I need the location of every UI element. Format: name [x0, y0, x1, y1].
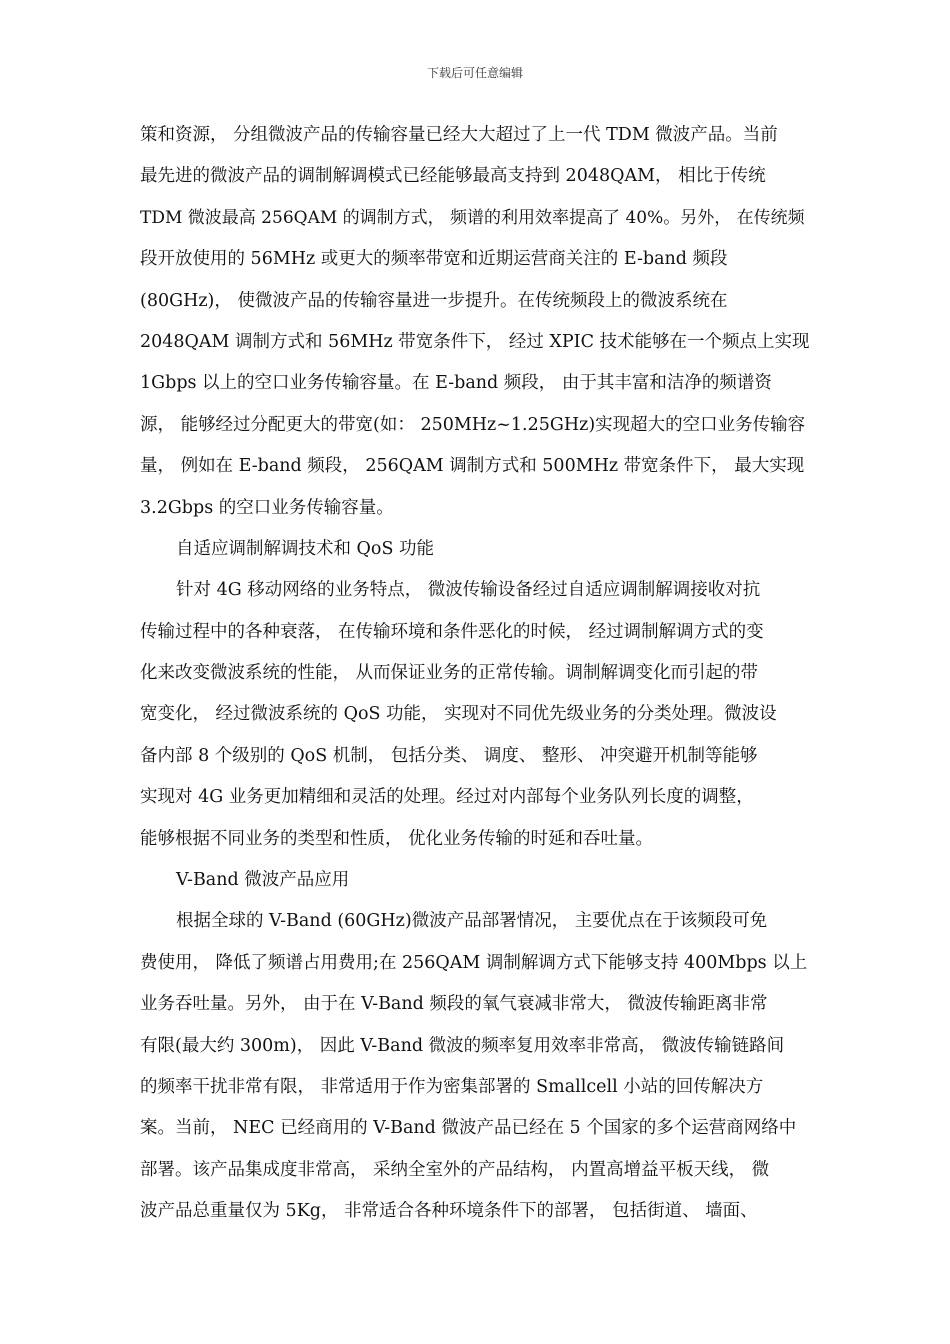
text-line: 传输过程中的各种衰落， 在传输环境和条件恶化的时候， 经过调制解调方式的变 [140, 621, 764, 642]
text-line: 宽变化， 经过微波系统的 QoS 功能， 实现对不同优先级业务的分类处理。微波设 [140, 704, 777, 725]
text-line: 波产品总重量仅为 5Kg， 非常适合各种环境条件下的部署， 包括街道、 墙面、 [140, 1201, 758, 1222]
text-line: 有限(最大约 300m)， 因此 V-Band 微波的频率复用效率非常高， 微波传输链路间 [140, 1035, 785, 1056]
text-line: 业务吞吐量。另外， 由于在 V-Band 频段的氧气衰减非常大， 微波传输距离非常 [140, 994, 768, 1015]
text-line: 1Gbps 以上的空口业务传输容量。在 E-band 频段， 由于其丰富和洁净的频谱资 [140, 373, 772, 394]
text-line: TDM 微波最高 256QAM 的调制方式， 频谱的利用效率提高了 40%。另外， 在传统频 [140, 207, 805, 228]
text-line: 段开放使用的 56MHz 或更大的频率带宽和近期运营商关注的 E-band 频段 [140, 249, 728, 270]
text-line: 案。当前， NEC 已经商用的 V-Band 微波产品已经在 5 个国家的多个运营商网络中 [140, 1118, 797, 1139]
text-line: 化来改变微波系统的性能， 从而保证业务的正常传输。调制解调变化而引起的带 [140, 663, 759, 684]
text-line: 针对 4G 移动网络的业务特点， 微波传输设备经过自适应调制解调接收对抗 [176, 580, 761, 601]
text-line: 备内部 8 个级别的 QoS 机制， 包括分类、 调度、 整形、 冲突避开机制等能够 [140, 745, 758, 766]
text-line: 2048QAM 调制方式和 56MHz 带宽条件下， 经过 XPIC 技术能够在一个频点上实现 [140, 331, 810, 352]
text-line: 源， 能够经过分配更大的带宽(如： 250MHz~1.25GHz)实现超大的空口业务传输容 [140, 414, 806, 435]
document-body [140, 115, 812, 1233]
text-line: 的频率干扰非常有限， 非常适用于作为密集部署的 Smallcell 小站的回传解决方 [140, 1076, 764, 1097]
text-line: 费使用， 降低了频谱占用费用;在 256QAM 调制解调方式下能够支持 400Mbps 以上 [140, 952, 808, 973]
text-line: 量， 例如在 E-band 频段， 256QAM 调制方式和 500MHz 带宽条件下， 最大实现 [140, 456, 805, 477]
text-line: V-Band 微波产品应用 [176, 870, 350, 891]
text-line: 3.2Gbps 的空口业务传输容量。 [140, 497, 394, 518]
text-line: 能够根据不同业务的类型和性质， 优化业务传输的时延和吞吐量。 [140, 828, 654, 849]
text-line: 实现对 4G 业务更加精细和灵活的处理。经过对内部每个业务队列长度的调整， [140, 787, 754, 808]
text-line: 自适应调制解调技术和 QoS 功能 [176, 538, 434, 559]
text-line: 部署。该产品集成度非常高， 采纳全室外的产品结构， 内置高增益平板天线， 微 [140, 1159, 770, 1180]
text-line: 最先进的微波产品的调制解调模式已经能够最高支持到 2048QAM， 相比于传统 [140, 166, 766, 187]
text-line: 策和资源， 分组微波产品的传输容量已经大大超过了上一代 TDM 微波产品。当前 [140, 125, 778, 145]
text-line: 根据全球的 V-Band (60GHz)微波产品部署情况， 主要优点在于该频段可免 [176, 911, 768, 932]
text-line: (80GHz)， 使微波产品的传输容量进一步提升。在传统频段上的微波系统在 [140, 290, 728, 311]
page-header: 下载后可任意编辑 [426, 66, 523, 80]
